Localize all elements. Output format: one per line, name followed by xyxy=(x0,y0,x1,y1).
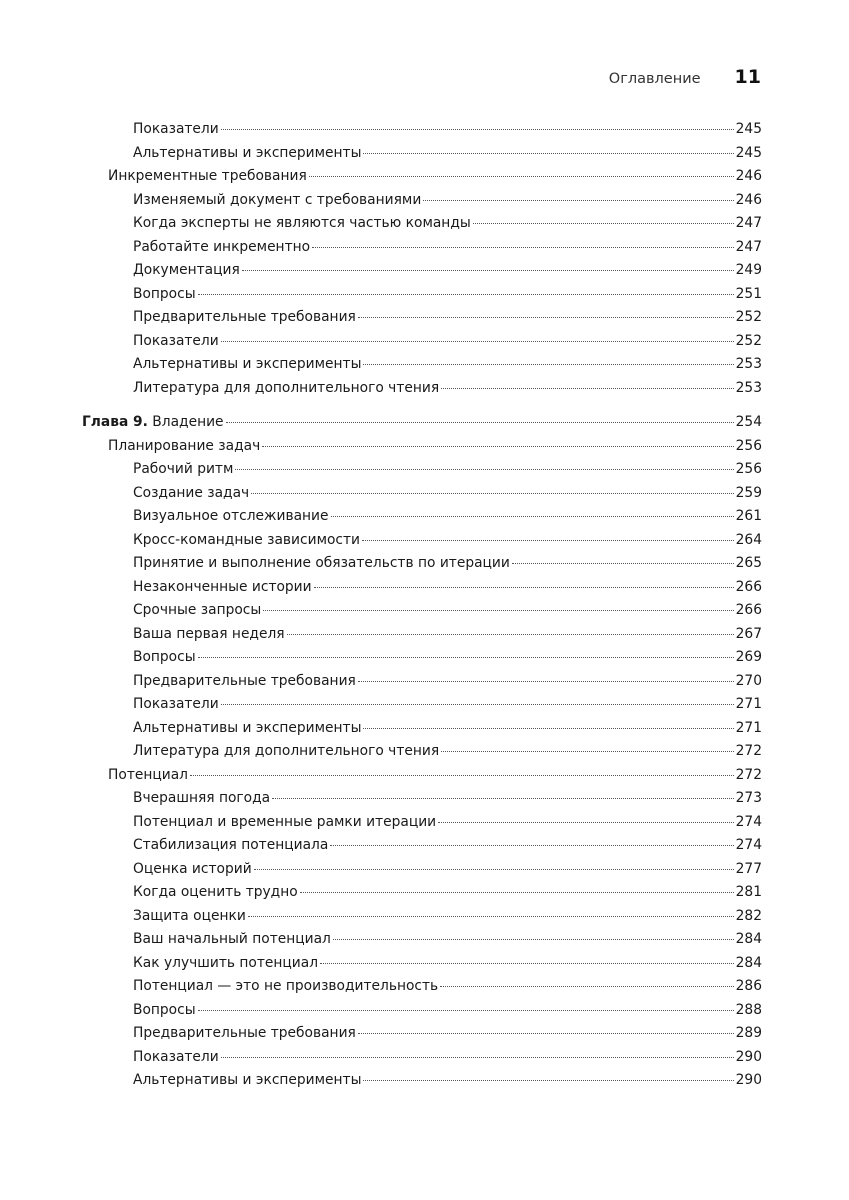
toc-entry-title: Показатели xyxy=(133,1048,219,1065)
toc-entry-page: 284 xyxy=(735,954,762,971)
toc-entry-page: 245 xyxy=(735,121,762,137)
dot-leader xyxy=(263,610,733,611)
toc-entry-title: Срочные запросы xyxy=(133,602,262,618)
toc-entry-title: Показатели xyxy=(133,121,219,137)
toc-entry-title: Изменяемый документ с требованиями xyxy=(133,191,422,208)
toc-entry xyxy=(82,1069,762,1093)
toc-chapter-label: Глава 9. xyxy=(82,414,148,430)
toc-entry-page: 246 xyxy=(735,191,762,208)
dot-leader xyxy=(309,176,734,177)
dot-leader xyxy=(358,317,734,318)
dot-leader xyxy=(333,939,734,940)
toc-chapter-entry xyxy=(82,411,762,435)
dot-leader xyxy=(235,469,733,470)
toc-entry-page: 290 xyxy=(735,1048,762,1065)
toc-entry xyxy=(82,975,762,999)
toc-entry-title: Альтернативы и эксперименты xyxy=(133,144,362,161)
toc-entry-page: 266 xyxy=(735,602,762,618)
toc-entry-title xyxy=(82,411,224,435)
toc-entry-title: Рабочий ритм xyxy=(133,461,234,477)
dot-leader xyxy=(440,986,733,987)
toc-entry-page: 251 xyxy=(735,285,762,302)
toc-entry xyxy=(82,999,762,1023)
toc-entry-title: Предварительные требования xyxy=(133,672,356,689)
toc-entry xyxy=(82,693,762,717)
toc-entry-page: 274 xyxy=(735,837,762,853)
dot-leader xyxy=(198,294,734,295)
toc-entry-title: Альтернативы и эксперименты xyxy=(133,1072,362,1088)
toc-entry-page: 249 xyxy=(735,262,762,278)
dot-leader xyxy=(251,493,733,494)
toc-entry-title: Инкрементные требования xyxy=(108,168,307,184)
toc-entry-page: 259 xyxy=(735,484,762,501)
toc-entry-page: 290 xyxy=(735,1072,762,1088)
toc-entry-title: Как улучшить потенциал xyxy=(133,954,319,971)
toc-entry xyxy=(82,787,762,811)
dot-leader xyxy=(512,563,734,564)
toc-entry xyxy=(82,646,762,670)
toc-entry-title: Работайте инкрементно xyxy=(133,238,311,255)
toc-entry xyxy=(82,905,762,929)
dot-leader xyxy=(198,1010,734,1011)
toc-entry-title: Принятие и выполнение обязательств по итерации xyxy=(133,555,510,571)
toc-entry-page: 271 xyxy=(735,719,762,736)
toc-entry-page: 272 xyxy=(735,743,762,759)
toc-entry-title: Предварительные требования xyxy=(133,309,356,325)
toc-entry-page: 256 xyxy=(735,437,762,454)
toc-entry xyxy=(82,764,762,788)
dot-leader xyxy=(221,341,734,342)
dot-leader xyxy=(221,704,734,705)
toc-entry-page: 253 xyxy=(735,379,762,396)
dot-leader xyxy=(272,798,734,799)
toc-entry xyxy=(82,435,762,459)
toc-entry xyxy=(82,529,762,553)
toc-entry-title: Вопросы xyxy=(133,285,196,302)
toc-entry-page: 252 xyxy=(735,332,762,349)
toc-entry-page: 252 xyxy=(735,309,762,325)
toc-entry-page: 271 xyxy=(735,696,762,712)
toc-entry-title: Кросс-командные зависимости xyxy=(133,531,361,548)
toc-entry xyxy=(82,330,762,354)
toc-entry-page: 270 xyxy=(735,672,762,689)
toc-entry xyxy=(82,552,762,576)
toc-entry xyxy=(82,834,762,858)
table-of-contents xyxy=(82,118,762,1093)
dot-leader xyxy=(358,681,734,682)
toc-entry-page: 246 xyxy=(735,168,762,184)
toc-entry-title: Планирование задач xyxy=(108,437,261,454)
toc-entry-title: Вопросы xyxy=(133,649,196,665)
dot-leader xyxy=(300,892,734,893)
dot-leader xyxy=(287,634,734,635)
toc-entry xyxy=(82,952,762,976)
dot-leader xyxy=(330,845,733,846)
toc-entry xyxy=(82,881,762,905)
toc-entry xyxy=(82,259,762,283)
toc-entry-title: Литература для дополнительного чтения xyxy=(133,379,440,396)
toc-entry-title: Ваша первая неделя xyxy=(133,625,285,642)
toc-entry-title: Вчерашняя погода xyxy=(133,790,271,806)
toc-entry xyxy=(82,283,762,307)
dot-leader xyxy=(363,1080,733,1081)
toc-entry-title: Литература для дополнительного чтения xyxy=(133,743,440,759)
toc-entry-title: Вопросы xyxy=(133,1001,196,1018)
toc-entry-title: Когда эксперты не являются частью команды xyxy=(133,215,471,231)
toc-entry-page: 245 xyxy=(735,144,762,161)
dot-leader xyxy=(242,270,734,271)
dot-leader xyxy=(190,775,734,776)
toc-entry-page: 254 xyxy=(735,414,762,430)
toc-entry xyxy=(82,717,762,741)
toc-entry xyxy=(82,505,762,529)
toc-entry xyxy=(82,740,762,764)
toc-entry xyxy=(82,458,762,482)
toc-entry-title: Предварительные требования xyxy=(133,1025,356,1041)
toc-entry-page: 261 xyxy=(735,508,762,524)
toc-entry xyxy=(82,576,762,600)
running-head xyxy=(609,66,761,88)
toc-entry-page: 288 xyxy=(735,1001,762,1018)
toc-entry xyxy=(82,858,762,882)
toc-entry xyxy=(82,306,762,330)
toc-entry-page: 247 xyxy=(735,215,762,231)
toc-entry-title: Создание задач xyxy=(133,484,250,501)
toc-entry-title: Оценка историй xyxy=(133,860,252,877)
dot-leader xyxy=(254,869,734,870)
toc-entry-page: 284 xyxy=(735,931,762,947)
toc-entry xyxy=(82,142,762,166)
page-number: 11 xyxy=(734,66,761,88)
toc-entry xyxy=(82,377,762,401)
toc-entry-title: Потенциал — это не производительность xyxy=(133,978,439,994)
toc-entry-page: 247 xyxy=(735,238,762,255)
dot-leader xyxy=(473,223,734,224)
toc-entry-page: 273 xyxy=(735,790,762,806)
toc-entry xyxy=(82,1022,762,1046)
toc-entry xyxy=(82,353,762,377)
toc-entry-page: 265 xyxy=(735,555,762,571)
toc-entry-title: Стабилизация потенциала xyxy=(133,837,329,853)
dot-leader xyxy=(441,388,734,389)
toc-entry xyxy=(82,482,762,506)
dot-leader xyxy=(363,153,733,154)
toc-entry-page: 256 xyxy=(735,461,762,477)
toc-entry-title: Ваш начальный потенциал xyxy=(133,931,331,947)
toc-entry xyxy=(82,599,762,623)
toc-entry-page: 272 xyxy=(735,766,762,783)
toc-chapter-title: Владение xyxy=(152,414,224,430)
toc-entry-title: Защита оценки xyxy=(133,907,246,924)
dot-leader xyxy=(441,751,734,752)
running-head-section: Оглавление xyxy=(608,71,701,87)
toc-entry xyxy=(82,670,762,694)
toc-entry-page: 264 xyxy=(735,531,762,548)
dot-leader xyxy=(314,587,734,588)
dot-leader xyxy=(362,540,734,541)
toc-entry xyxy=(82,189,762,213)
dot-leader xyxy=(320,963,734,964)
toc-entry-title: Потенциал xyxy=(108,766,188,783)
dot-leader xyxy=(438,822,734,823)
toc-entry-page: 277 xyxy=(735,860,762,877)
toc-entry-title: Когда оценить трудно xyxy=(133,884,298,900)
dot-leader xyxy=(312,247,734,248)
dot-leader xyxy=(198,657,734,658)
toc-entry xyxy=(82,623,762,647)
toc-entry-title: Показатели xyxy=(133,696,219,712)
toc-entry xyxy=(82,1046,762,1070)
dot-leader xyxy=(262,446,733,447)
toc-entry-title: Потенциал и временные рамки итерации xyxy=(133,813,437,830)
dot-leader xyxy=(363,728,733,729)
dot-leader xyxy=(358,1033,734,1034)
toc-entry xyxy=(82,165,762,189)
toc-entry xyxy=(82,928,762,952)
dot-leader xyxy=(423,200,733,201)
toc-entry xyxy=(82,236,762,260)
toc-entry-page: 282 xyxy=(735,907,762,924)
toc-entry-page: 267 xyxy=(735,625,762,642)
dot-leader xyxy=(221,1057,734,1058)
toc-entry xyxy=(82,212,762,236)
toc-entry-page: 253 xyxy=(735,356,762,372)
toc-entry-title: Показатели xyxy=(133,332,219,349)
dot-leader xyxy=(226,422,734,423)
dot-leader xyxy=(331,516,734,517)
dot-leader xyxy=(248,916,734,917)
toc-entry-page: 286 xyxy=(735,978,762,994)
toc-entry-page: 281 xyxy=(735,884,762,900)
toc-entry-title: Альтернативы и эксперименты xyxy=(133,719,362,736)
toc-entry-page: 269 xyxy=(735,649,762,665)
toc-entry xyxy=(82,118,762,142)
dot-leader xyxy=(363,364,733,365)
toc-entry xyxy=(82,811,762,835)
toc-entry-title: Незаконченные истории xyxy=(133,578,312,595)
toc-entry-title: Альтернативы и эксперименты xyxy=(133,356,362,372)
toc-entry-page: 266 xyxy=(735,578,762,595)
toc-entry-title: Визуальное отслеживание xyxy=(133,508,329,524)
toc-entry-page: 274 xyxy=(735,813,762,830)
toc-entry-page: 289 xyxy=(735,1025,762,1041)
dot-leader xyxy=(221,129,734,130)
toc-entry-title: Документация xyxy=(133,262,240,278)
